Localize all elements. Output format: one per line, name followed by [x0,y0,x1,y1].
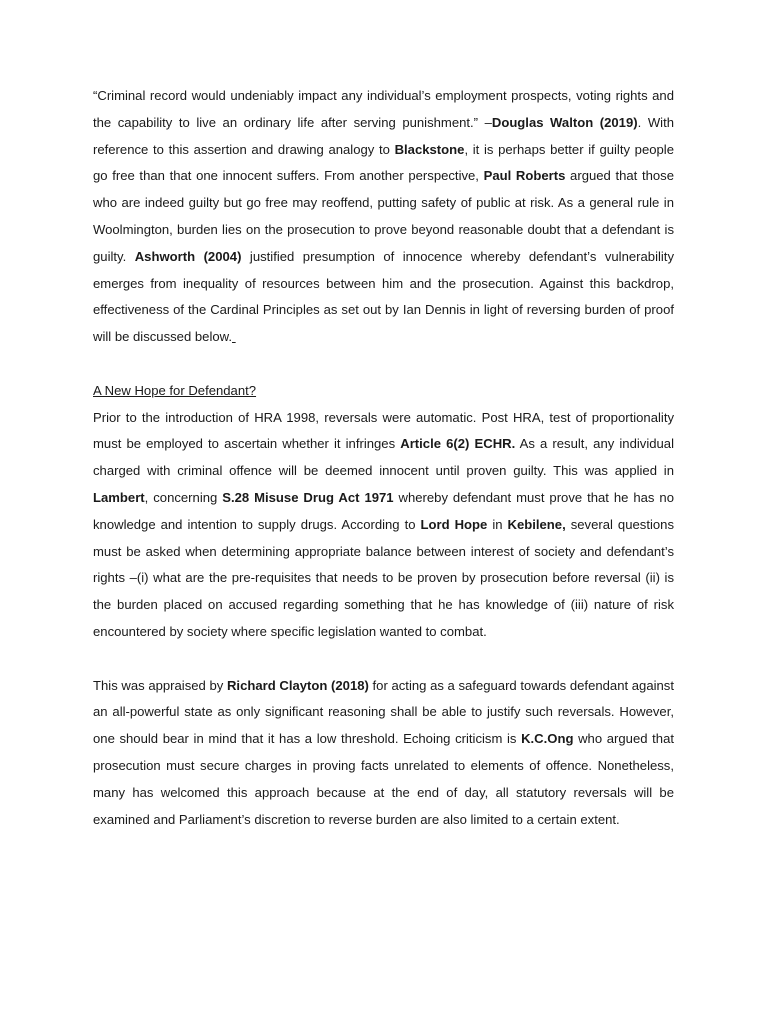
body1-text-4: whereby defendant must prove that he has no knowledge and intention to supply drugs. According to [93,489,674,532]
citation-lord-hope: Lord Hope [420,516,488,532]
intro-paragraph [93,83,674,351]
citation-kebilene: Kebilene, [507,516,566,532]
body-paragraph-2 [93,673,674,834]
body1-text-6: several questions must be asked when determining appropriate balance between interest of society and defendant’s rights –(i) what are the pre-requisites that needs to be proven by prosecution before reversal (ii) is the burden placed on accused regarding something that he has knowledge of (iii) nature of risk encountered by society where specific legislation wanted to combat. [93,516,674,639]
document-page [93,83,674,833]
intro-text-5: justified presumption of innocence whereby defendant’s vulnerability emerges from inequality of resources between him and the prosecution. Against this backdrop, effectiveness of the Cardinal Principles as set out by Ian Dennis in light of reversing burden of proof will be discussed below. [93,248,674,345]
body-paragraph-1 [93,405,674,646]
citation-ashworth: Ashworth (2004) [134,248,242,264]
citation-richard-clayton: Richard Clayton (2018) [226,677,369,693]
citation-douglas-walton: Douglas Walton (2019) [491,114,638,130]
body2-text-2: for acting as a safeguard towards defendant against an all-powerful state as only significant reasoning shall be able to justify such reversals. However, one should bear in mind that it has a low threshold. Echoing criticism is [93,677,674,747]
intro-text-4: argued that those who are indeed guilty but go free may reoffend, putting safety of public at risk. As a general rule in Woolmington, burden lies on the prosecution to prove beyond reasonable doubt that a defendant is guilty. [93,168,674,264]
citation-kc-ong: K.C.Ong [521,731,574,747]
body2-text-1: This was appraised by [93,677,227,693]
intro-text-3: , it is perhaps better if guilty people go free than that one innocent suffers. From another perspective, [93,141,674,184]
citation-blackstone: Blackstone [394,141,465,157]
body1-text-3: , concerning [144,489,223,505]
body1-text-1: Prior to the introduction of HRA 1998, reversals were automatic. Post HRA, test of proportionality must be employed to ascertain whether it infringes [93,409,674,452]
paragraph-spacer [93,646,674,673]
body1-text-2: As a result, any individual charged with criminal offence will be deemed innocent until proven guilty. This was applied in [93,436,674,479]
section-heading: A New Hope for Defendant? [93,382,257,398]
citation-lambert: Lambert [93,489,145,505]
body1-text-5: in [487,516,508,532]
citation-paul-roberts: Paul Roberts [483,168,566,184]
intro-text-1: “Criminal record would undeniably impact any individual’s employment prospects, voting rights and the capability to live an ordinary life after serving punishment.” – [93,88,674,130]
citation-article-6-2: Article 6(2) ECHR. [400,436,516,452]
intro-text-2: . With reference to this assertion and drawing analogy to [93,114,675,157]
body2-text-3: who argued that prosecution must secure charges in proving facts unrelated to elements of offence. Nonetheless, many has welcomed this approach because at the end of day, all statutory reversals will be examined and Parliament’s discretion to reverse burden are also limited to a certain extent. [93,731,674,827]
trailing-underline [232,329,236,344]
paragraph-spacer [93,351,674,378]
citation-misuse-drug-act: S.28 Misuse Drug Act 1971 [222,489,394,505]
